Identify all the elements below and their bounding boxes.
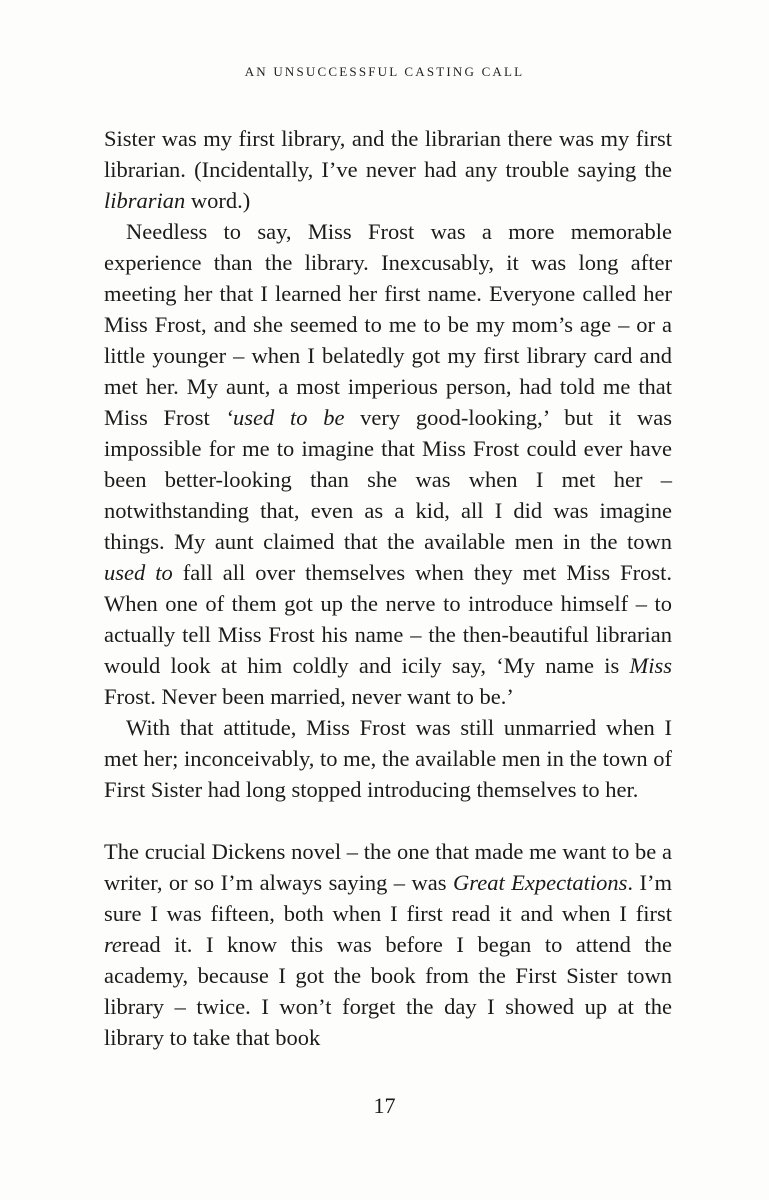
paragraph: [104, 836, 672, 1053]
body-text: [104, 123, 672, 1053]
text-run: The crucial Dickens novel – the one that made me want to be a writer, or so I’m always saying – was: [104, 839, 672, 895]
text-run: With that attitude, Miss Frost was still unmarried when I met her; inconceivably, to me, the available men in the town of First Sister had long stopped introducing themselves to her.: [104, 715, 672, 802]
italic-run: Miss: [629, 653, 672, 678]
text-run: read it. I know this was before I began to attend the academy, because I got the book from the First Sister town library – twice. I won’t forget the day I showed up at the library to take that book: [104, 932, 672, 1050]
text-run: fall all over themselves when they met Miss Frost. When one of them got up the nerve to introduce himself – to actually tell Miss Frost his name – the then-beautiful librarian would look at him coldly and icily say, ‘My name is: [104, 560, 673, 678]
italic-run: re: [104, 932, 122, 957]
text-run: Needless to say, Miss Frost was a more memorable experience than the library. Inexcusably, it was long after meeting her that I learned her first name. Everyone called her Miss Frost, and she seemed to me to be my mom’s age – or a little younger – when I belatedly got my first library card and met her. My aunt, a most imperious person, had told me that Miss Frost: [104, 219, 672, 430]
text-run: word.): [185, 188, 251, 213]
text-run: very good-looking,’ but it was impossible for me to imagine that Miss Frost could ever have been better-looking than she was when I met her – notwithstanding that, even as a kid, all I did was imagine things. My aunt claimed that the available men in the town: [104, 405, 672, 554]
text-run: Frost. Never been married, never want to be.’: [104, 684, 514, 709]
paragraph: [104, 216, 672, 712]
italic-run: ‘used to be: [225, 405, 345, 430]
paragraph: [104, 712, 672, 805]
italic-run: librarian: [104, 188, 186, 213]
italic-run: Great Expectations: [453, 870, 628, 895]
paragraph: [104, 123, 672, 216]
text-run: . I’m sure I was fifteen, both when I first read it and when I first: [104, 870, 672, 926]
text-run: Sister was my first library, and the librarian there was my first librarian. (Incidentally, I’ve never had any trouble saying the: [104, 126, 672, 182]
page-number: 17: [373, 1093, 396, 1118]
italic-run: used to: [104, 560, 173, 585]
running-head: AN UNSUCCESSFUL CASTING CALL: [244, 64, 525, 79]
